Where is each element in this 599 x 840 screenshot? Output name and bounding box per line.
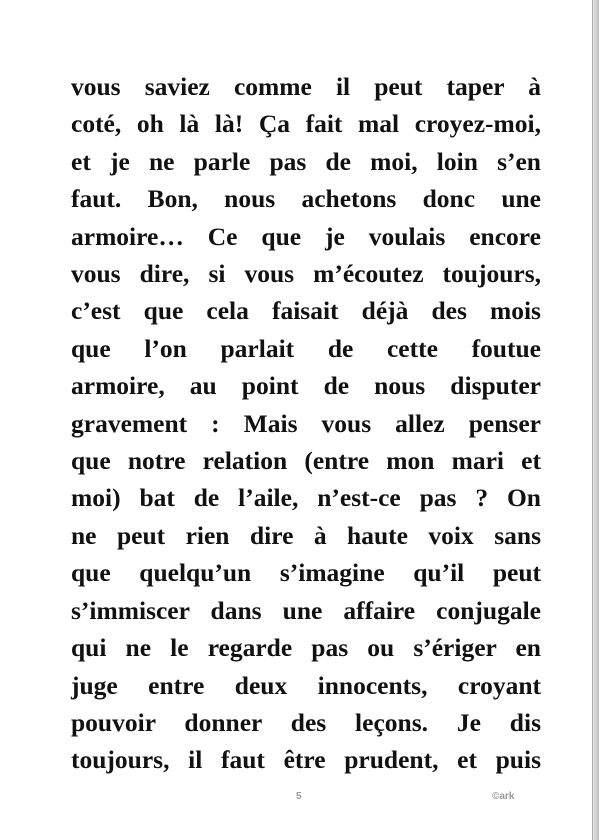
text-line: moi) bat de l’aile, n’est-ce pas ? On: [71, 483, 541, 513]
text-line: armoire… Ce que je voulais encore: [71, 221, 541, 251]
text-line: que l’on parlait de cette foutue: [71, 333, 541, 363]
page-edge-shadow: [592, 0, 599, 840]
text-line: s’immiscer dans une affaire conjugale: [71, 595, 541, 625]
text-line: juge entre deux innocents, croyant: [71, 670, 541, 700]
text-line: coté, oh là là! Ça fait mal croyez-moi,: [71, 109, 541, 139]
text-line: et je ne parle pas de moi, loin s’en: [71, 146, 541, 176]
text-line: c’est que cela faisait déjà des mois: [71, 296, 541, 326]
text-line: pouvoir donner des leçons. Je dis: [71, 707, 541, 737]
text-line: gravement : Mais vous allez penser: [71, 408, 541, 438]
page-number: 5: [296, 791, 302, 802]
text-line: ne peut rien dire à haute voix sans: [71, 520, 541, 550]
page-body-text: [71, 68, 541, 779]
text-line: que quelqu’un s’imagine qu’il peut: [71, 558, 541, 588]
text-line: qui ne le regarde pas ou s’ériger en: [71, 633, 541, 663]
copyright-mark: ©ark: [492, 791, 515, 802]
text-line: faut. Bon, nous achetons donc une: [71, 184, 541, 214]
text-line: que notre relation (entre mon mari et: [71, 446, 541, 476]
text-line: toujours, il faut être prudent, et puis: [71, 745, 541, 775]
text-line: armoire, au point de nous disputer: [71, 371, 541, 401]
text-line: vous saviez comme il peut taper à: [71, 72, 541, 101]
text-line: vous dire, si vous m’écoutez toujours,: [71, 259, 541, 289]
